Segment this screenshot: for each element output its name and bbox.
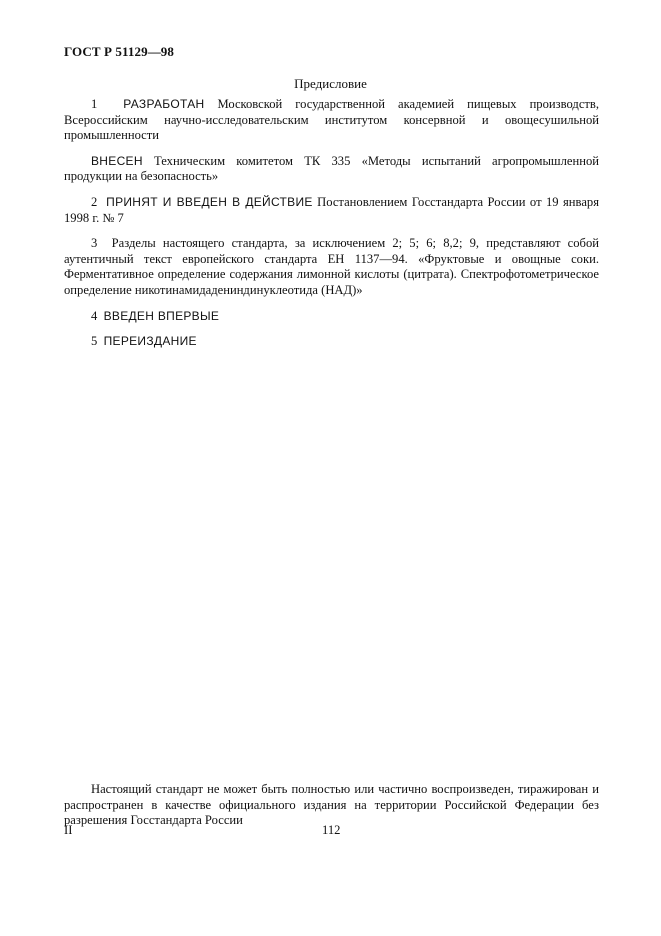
paragraph-developed: [64, 97, 599, 144]
paragraph-lead: ВНЕСЕН: [91, 153, 143, 168]
paragraph-number: 4: [91, 308, 98, 323]
paragraph-number: 5: [91, 334, 98, 349]
paragraph-number: 3: [91, 236, 98, 251]
paragraph-number: 2: [91, 194, 98, 209]
paragraph-lead: ВВЕДЕН ВПЕРВЫЕ: [103, 308, 220, 323]
page-number: 112: [322, 823, 341, 837]
document-code: ГОСТ Р 51129—98: [64, 44, 175, 59]
paragraph-reissue: [64, 334, 599, 350]
paragraph-adopted: [64, 195, 599, 226]
section-title: Предисловие: [294, 76, 367, 91]
paragraph-text: Московской государственной академией пищевых производств, Всероссийским научно-исследовательским институтом консервной и овощесушильной промышленности: [64, 97, 600, 143]
paragraph-text: Постановлением Госстандарта России от 19 января 1998 г. № 7: [64, 194, 599, 225]
copyright-notice-text: Настоящий стандарт не может быть полностью или частично воспроизведен, тиражирован и распространен в качестве официального издания на территории Российской Федерации без разрешения Госстандарта России: [64, 782, 599, 828]
paragraph-number: 1: [91, 97, 98, 111]
roman-page-number: II: [64, 823, 73, 837]
foreword-body: [64, 97, 599, 360]
paragraph-lead: РАЗРАБОТАН: [123, 97, 205, 111]
paragraph-sections: [64, 236, 599, 298]
paragraph-text: Техническим комитетом ТК 335 «Методы испытаний агропромышленной продукции на безопасность»: [64, 153, 599, 184]
paragraph-lead: ПЕРЕИЗДАНИЕ: [103, 334, 197, 349]
copyright-notice: [64, 782, 599, 829]
paragraph-lead: ПРИНЯТ И ВВЕДЕН В ДЕЙСТВИЕ: [106, 194, 313, 209]
paragraph-text: Разделы настоящего стандарта, за исключением 2; 5; 6; 8,2; 9, представляют собой аутентичный текст европейского стандарта ЕН 1137—94. «Фруктовые и овощные соки. Ферментативное определение содержания лимонной кислоты (цитрата). Спектрофотометрическое определение никотинамидадениндинуклеотида (НАД)»: [64, 236, 600, 297]
paragraph-first-introduced: [64, 309, 599, 325]
paragraph-submitted: [64, 154, 599, 185]
